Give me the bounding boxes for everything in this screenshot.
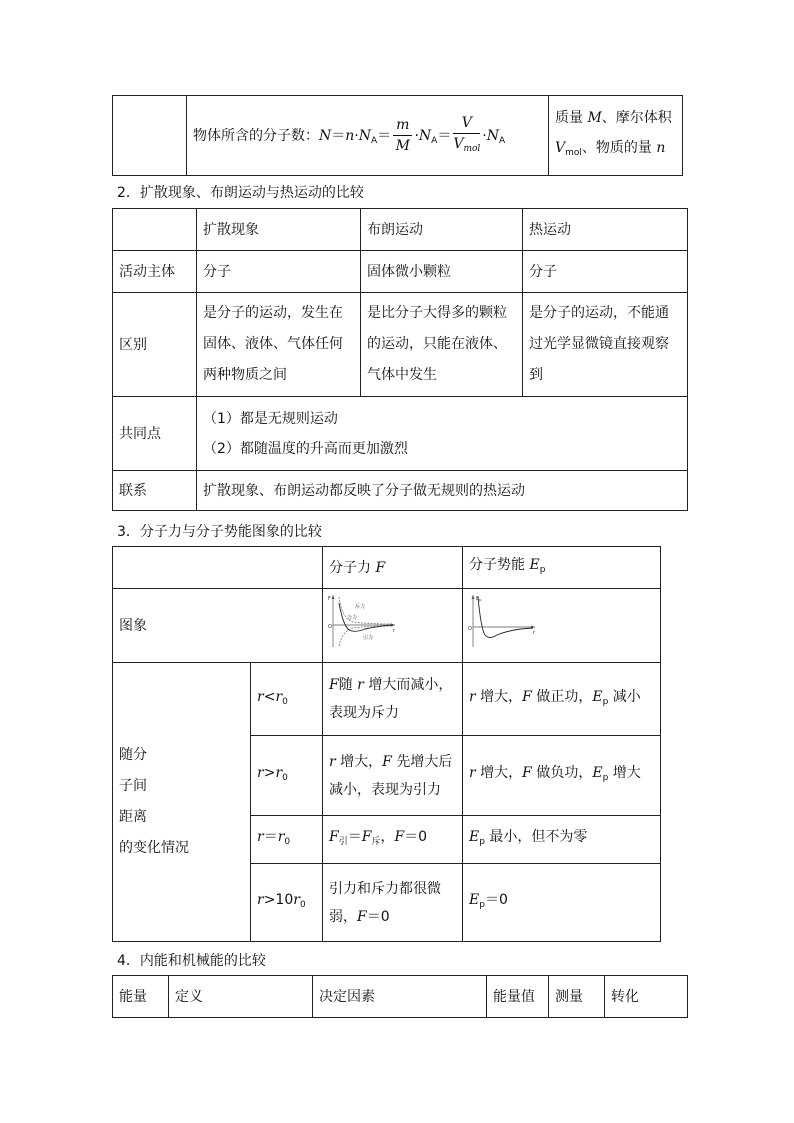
molecular-force-table [112, 546, 661, 942]
cond-far-r: r [257, 892, 264, 908]
cond-gt-sub: 0 [282, 773, 288, 783]
group-label-line4: 的变化情况 [119, 840, 189, 856]
s2-subject-label: 活动主体 [113, 251, 197, 293]
frac-den-sub: mol [463, 143, 481, 154]
s4-header-factors: 决定因素 [313, 976, 487, 1018]
qty-mass-var: M [587, 110, 602, 126]
force-curve-graph [327, 593, 397, 649]
force-eq-sub-rep: 斥 [371, 837, 381, 847]
force-gt-t2: 先增大后减小，表现为引力 [329, 753, 453, 798]
s3-header-energy-text: 分子势能 [469, 557, 530, 573]
force-graph-x-label: r [393, 628, 396, 634]
energy-graph-y-label [476, 596, 482, 602]
force-far-F: F [357, 908, 367, 925]
qty-amount-var: n [656, 140, 666, 156]
cond-lt-op: < [263, 688, 276, 705]
force-graph-repulsion-label: 斥力 [355, 604, 366, 610]
cond-gt-op: > [263, 765, 276, 781]
potential-energy-curve [478, 597, 533, 638]
formula-NA-3: N [486, 127, 499, 144]
energy-eq-t1: 最小，但不为零 [484, 829, 588, 845]
formula-eq3: ＝ [437, 127, 452, 144]
fraction-m-over-M [393, 115, 412, 156]
frac-num-m: m [393, 115, 412, 136]
fraction-V-over-Vmol [453, 113, 480, 159]
s2-diff-brownian: 是比分子大得多的颗粒的运动，只能在液体、气体中发生 [361, 293, 523, 397]
diffusion-comparison-table [112, 208, 688, 511]
s2-link-label: 联系 [113, 471, 197, 511]
formula-NA-sub-2: A [431, 135, 438, 146]
potential-energy-graph [467, 593, 537, 649]
group-label-line3: 距离 [119, 809, 147, 825]
s3-force-eq [323, 816, 463, 864]
s3-energy-lt [463, 663, 661, 736]
energy-lt-t1: 增大， [475, 688, 523, 705]
s3-energy-far [463, 864, 661, 942]
s3-force-far [323, 864, 463, 942]
energy-lt-t2: 做正功， [531, 688, 593, 705]
cond-lt-sub: 0 [282, 696, 288, 707]
frac-den-M: M [395, 138, 410, 154]
energy-lt-sub: p [602, 696, 609, 707]
s2-header-brownian: 布朗运动 [361, 209, 523, 251]
qty-vmol-var: V [555, 140, 566, 156]
s4-header-transform: 转化 [605, 976, 688, 1018]
s3-header-empty [113, 547, 323, 589]
cond-gt-r0: r [275, 765, 283, 781]
energy-graph-x-label: r [533, 630, 536, 636]
energy-far-E: E [469, 892, 480, 908]
s4-header-value: 能量值 [487, 976, 549, 1018]
energy-graph-origin: O [468, 626, 472, 632]
quantities-line1 [555, 103, 676, 133]
force-graph-origin: O [328, 624, 332, 630]
force-gt-F: F [382, 753, 392, 770]
section3-heading: 3．分子力与分子势能图象的比较 [117, 524, 322, 540]
section4-heading: 4．内能和机械能的比较 [117, 953, 266, 969]
energy-gt-t2: 做负功， [531, 765, 593, 781]
s2-common-content [197, 397, 688, 471]
formula-NA: N [358, 127, 371, 144]
energy-graph-y: E [476, 596, 480, 602]
force-graph-attraction-label: 引力 [363, 635, 374, 641]
energy-gt-sub: p [602, 773, 609, 783]
s3-cond-eq [251, 816, 323, 864]
s4-header-energy: 能量 [113, 976, 169, 1018]
group-label-line1: 随分 [119, 747, 147, 763]
formula-NA-2: N [418, 127, 432, 144]
energy-far-zero: ＝0 [484, 892, 508, 908]
formula-mul: · [414, 127, 419, 144]
force-graph-cell [323, 589, 463, 663]
formula-eq2: ＝ [377, 127, 392, 144]
s2-link-text: 扩散现象、布朗运动都反映了分子做无规则的热运动 [197, 471, 688, 511]
s3-cond-lt [251, 663, 323, 736]
energy-eq-sub: p [479, 837, 485, 847]
cond-eq-op: ＝ [263, 829, 278, 845]
molecule-count-cell [187, 96, 549, 176]
energy-lt-t3: 减小 [608, 688, 641, 705]
energy-gt-E: E [592, 765, 603, 781]
formula-n: n [345, 127, 355, 144]
qty-mass-label: 质量 [555, 110, 588, 126]
qty-vmol-sub: mol [565, 148, 582, 158]
s3-header-force-var: F [375, 559, 386, 576]
force-far-zero: ＝0 [366, 908, 390, 925]
molecule-count-prefix: 物体所含的分子数： [193, 127, 319, 144]
force-eq-F3: F [394, 829, 405, 845]
quantities-line2 [555, 133, 676, 168]
s3-header-energy-sub: p [539, 565, 546, 575]
force-eq-zero: ＝0 [404, 829, 428, 845]
frac-den-Vmol [453, 134, 480, 159]
force-eq-eq: ＝ [347, 829, 362, 845]
frac-num-V: V [453, 113, 480, 134]
energy-eq-E: E [469, 829, 480, 845]
formula-mul-2: · [482, 127, 487, 144]
s2-diff-label: 区别 [113, 293, 197, 397]
force-eq-F2: F [361, 829, 372, 845]
s2-common-line2: （2）都随温度的升高而更加激烈 [203, 440, 408, 457]
force-graph-net-label: 合力 [347, 615, 358, 621]
energy-lt-E: E [592, 688, 603, 705]
cond-gt-r: r [257, 765, 264, 781]
top-formula-table [112, 95, 683, 176]
cond-eq-sub: 0 [284, 837, 291, 847]
cond-far-r0: r [293, 892, 300, 908]
section2-heading: 2．扩散现象、布朗运动与热运动的比较 [117, 185, 364, 201]
formula-NA-sub: A [370, 135, 378, 146]
s2-subject-brownian: 固体微小颗粒 [361, 251, 523, 293]
s2-common-line1: （1）都是无规则运动 [203, 410, 338, 427]
formula-eq: ＝ [331, 127, 346, 144]
s3-force-gt [323, 736, 463, 816]
energy-lt-r: r [469, 688, 476, 705]
s3-cond-gt [251, 736, 323, 816]
s2-common-label: 共同点 [113, 397, 197, 471]
s3-energy-gt [463, 736, 661, 816]
s2-diff-thermal: 是分子的运动，不能通过光学显微镜直接观察到 [523, 293, 688, 397]
s3-cond-far [251, 864, 323, 942]
energy-lt-F: F [522, 688, 532, 705]
s2-diff-diffusion: 是分子的运动，发生在固体、液体、气体任何两种物质之间 [197, 293, 361, 397]
s3-header-energy-var: E [529, 557, 540, 573]
force-far-t1: 引力和斥力都很微弱， [329, 880, 441, 925]
force-lt-r: r [357, 677, 364, 693]
s3-header-force-text: 分子力 [329, 559, 376, 576]
formula-NA-sub-3: A [498, 135, 506, 146]
s2-subject-thermal: 分子 [523, 251, 688, 293]
energy-gt-F: F [522, 765, 532, 781]
s2-header-empty [113, 209, 197, 251]
s2-header-thermal: 热运动 [523, 209, 688, 251]
cond-far-sub: 0 [299, 900, 306, 910]
group-label-line2: 子间 [119, 778, 147, 794]
cond-lt-r: r [257, 688, 264, 705]
formula-N: N [319, 127, 332, 144]
s4-header-definition: 定义 [169, 976, 313, 1018]
s3-energy-eq [463, 816, 661, 864]
s2-header-diffusion: 扩散现象 [197, 209, 361, 251]
quantities-cell [549, 96, 683, 176]
force-lt-F: F [329, 677, 339, 693]
qty-molar-volume-label: 、摩尔体积 [601, 110, 672, 126]
formula-dot: · [354, 127, 359, 144]
force-eq-F1: F [329, 829, 339, 845]
s3-graph-label: 图象 [113, 589, 323, 663]
frac-den-V: V [453, 135, 464, 152]
energy-gt-r: r [469, 765, 476, 781]
s3-header-force [323, 547, 463, 589]
energy-far-sub: p [479, 900, 485, 910]
cond-eq-r0: r [277, 829, 285, 845]
cond-eq-r: r [257, 829, 264, 845]
force-lt-t1: 随 [338, 677, 358, 693]
top-empty-cell [113, 96, 187, 176]
s3-group-label [113, 663, 251, 942]
s4-header-measure: 测量 [549, 976, 605, 1018]
energy-gt-t1: 增大， [475, 765, 523, 781]
force-gt-r: r [329, 753, 336, 770]
force-eq-sub-attr: 引 [338, 837, 348, 847]
energy-graph-cell [463, 589, 661, 663]
force-lt-t2: 增大而减小，表现为斥力 [329, 677, 453, 721]
energy-comparison-table [112, 975, 688, 1018]
energy-graph-y-sub: p [479, 598, 482, 602]
force-graph-y-label: F [328, 596, 331, 602]
s3-force-lt [323, 663, 463, 736]
force-eq-comma: ， [380, 829, 395, 845]
s2-subject-diffusion: 分子 [197, 251, 361, 293]
force-gt-t1: 增大， [335, 753, 383, 770]
cond-lt-r0: r [275, 688, 283, 705]
qty-amount-label: 、物质的量 [581, 140, 657, 156]
energy-gt-t3: 增大 [608, 765, 641, 781]
cond-far-op: >10 [263, 892, 294, 908]
s3-header-energy [463, 547, 661, 589]
